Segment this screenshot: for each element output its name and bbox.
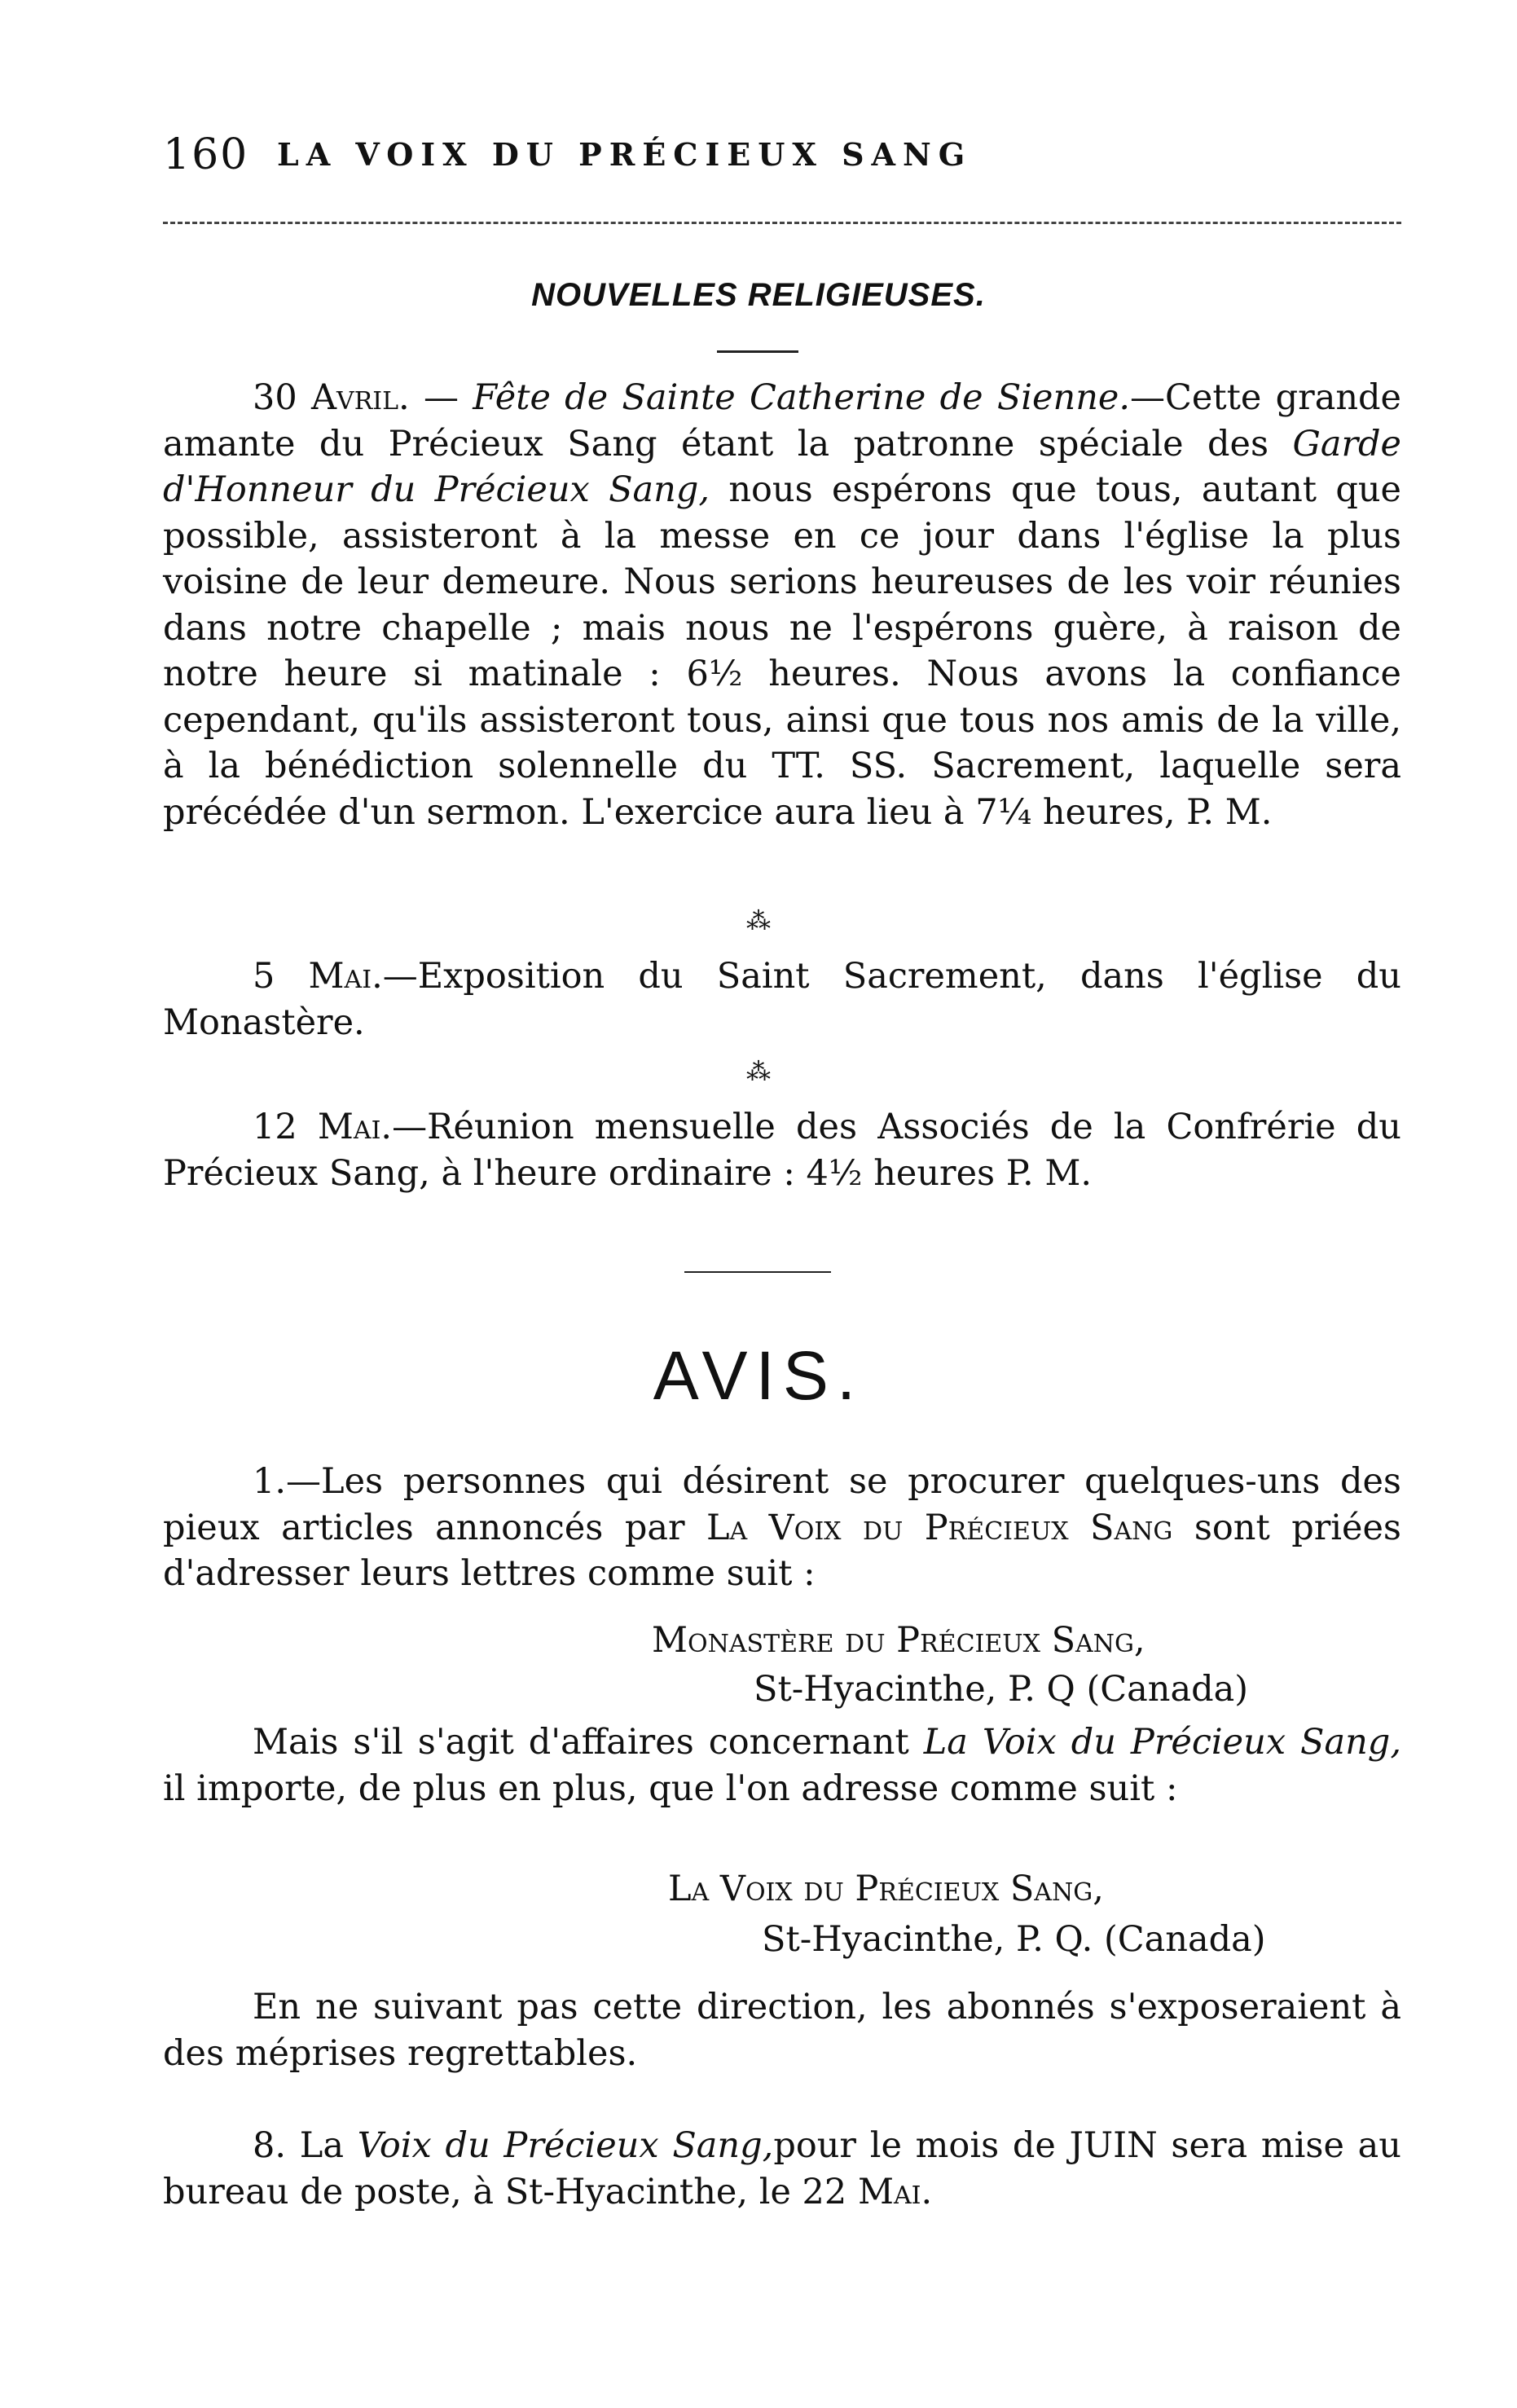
address-journal-city: St-Hyacinthe, P. Q. (Canada): [762, 1919, 1266, 1960]
paragraph-12-mai: 12 Mai.—Réunion mensuelle des Associés de la Confrérie du Précieux Sang, à l'heure ordinaire : 4½ heures P. M.: [163, 1107, 1401, 1194]
section-title-nouvelles: NOUVELLES RELIGIEUSES.: [531, 277, 986, 313]
paragraph-avis-3: En ne suivant pas cette direction, les abonnés s'exposeraient à des méprises regrettables.: [163, 1987, 1401, 2074]
running-title: LA VOIX DU PRÉCIEUX SANG: [277, 136, 973, 173]
date-30-avril: 30 Avril.: [253, 377, 410, 418]
paragraph-avis-1: 1.—Les personnes qui désirent se procurer quelques-uns des pieux articles annoncés par La Voix du Précieux Sang sont priées d'adresser leurs lettres comme suit :: [163, 1461, 1402, 1594]
paragraph-5-mai: 5 Mai.—Exposition du Saint Sacrement, dans l'église du Monastère.: [163, 956, 1401, 1043]
address-journal: La Voix du Précieux Sang,: [668, 1869, 1104, 1909]
avis-title: AVIS.: [653, 1337, 864, 1414]
page-number: 160: [163, 130, 249, 179]
address-monastere: Monastère du Précieux Sang,: [652, 1620, 1145, 1661]
asterism-2: ⁂: [746, 1058, 771, 1086]
journal-name-italic: La Voix du Précieux Sang,: [923, 1722, 1401, 1763]
date-22-mai: Mai.: [857, 2171, 933, 2212]
section-divider: [684, 1271, 831, 1273]
paragraph-avis-8: 8. La Voix du Précieux Sang,pour le mois de JUIN sera mise au bureau de poste, à St-Hyacinthe, le 22 Mai.: [163, 2125, 1401, 2212]
date-12-mai: 12 Mai.: [253, 1107, 393, 1147]
journal-name-italic-2: Voix du Précieux Sang,: [357, 2125, 774, 2166]
address-monastere-city: St-Hyacinthe, P. Q (Canada): [754, 1669, 1249, 1710]
title-underline: [717, 350, 798, 353]
feast-name: Fête de Sainte Catherine de Sienne.: [473, 377, 1130, 418]
garde-honneur: Garde d'Honneur du Précieux Sang,: [163, 423, 1401, 510]
date-5-mai: 5 Mai.: [253, 956, 383, 997]
journal-name: La Voix du Précieux Sang: [706, 1507, 1173, 1548]
paragraph-avis-2: Mais s'il s'agit d'affaires concernant La Voix du Précieux Sang, il importe, de plus en plus, que l'on adresse comme suit :: [163, 1722, 1401, 1809]
page-header: [163, 130, 1401, 204]
header-rule: [163, 222, 1401, 224]
asterism-1: ⁂: [746, 907, 771, 935]
paragraph-30-avril: 30 Avril. — Fête de Sainte Catherine de Sienne.—Cette grande amante du Précieux Sang étant la patronne spéciale des Garde d'Honneur du Précieux Sang, nous espérons que tous, autant que possible, assisteront à la messe en ce jour dans l'église la plus voisine de leur demeure. Nous serions heureuses de les voir réunies dans notre chapelle ; mais nous ne l'espérons guère, à raison de notre heure si matinale : 6½ heures. Nous avons la confiance cependant, qu'ils assisteront tous, ainsi que tous nos amis de la ville, à la bénédiction solennelle du TT. SS. Sacrement, laquelle sera précédée d'un sermon. L'exercice aura lieu à 7¼ heures, P. M.: [163, 377, 1401, 833]
